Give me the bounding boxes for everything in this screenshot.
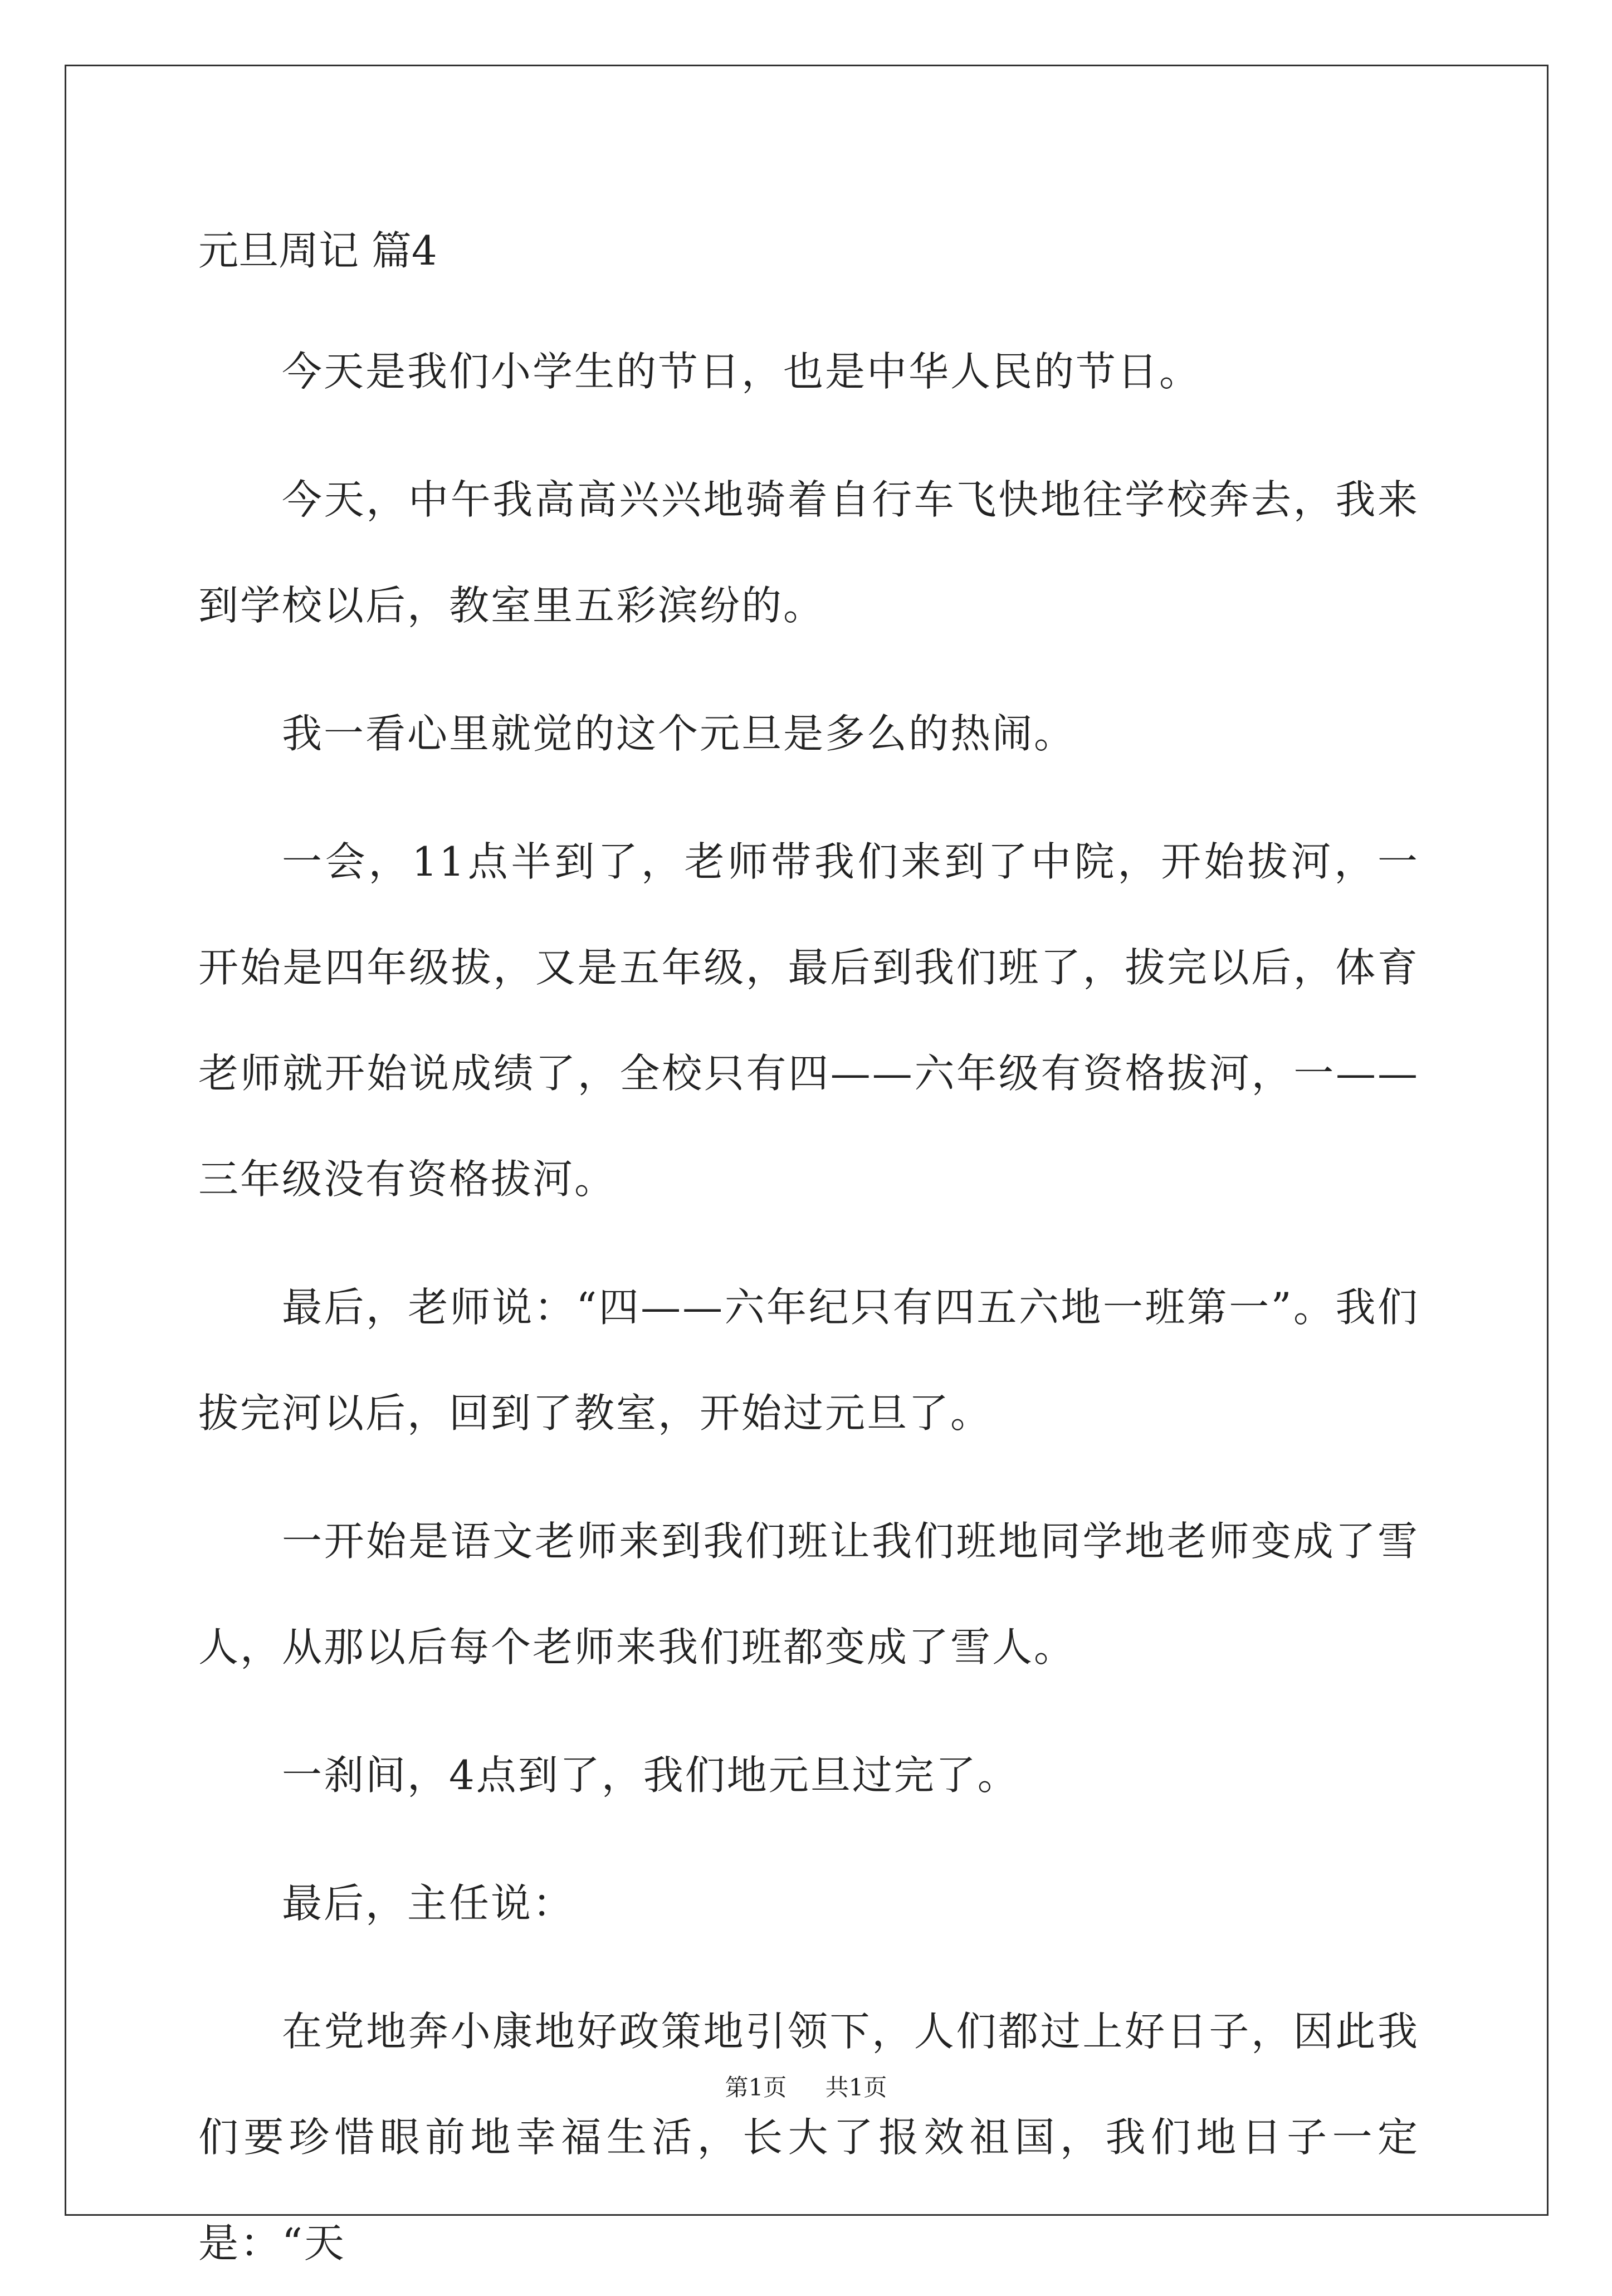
page-footer (0, 2071, 1612, 2104)
paragraph: 我一看心里就觉的这个元旦是多么的热闹。 (282, 710, 1076, 757)
page-number-current: 第1页 (725, 2074, 787, 2101)
paragraph: 最后，主任说： (282, 1880, 575, 1927)
paragraph: 一会，11点半到了，老师带我们来到了中院，开始拔河，一开始是四年级拔，又是五年级，最后到我们班了，拔完以后，体育老师就开始说成绩了，全校只有四——六年级有资格拔河，一——三年级没有资格拔河。 (198, 838, 1419, 1203)
paragraph: 在党地奔小康地好政策地引领下，人们都过上好日子，因此我们要珍惜眼前地幸福生活，长大了报效祖国，我们地日子一定是：“天 (198, 2008, 1419, 2266)
document-title: 元旦周记 篇4 (198, 227, 437, 274)
paragraph: 一开始是语文老师来到我们班让我们班地同学地老师变成了雪人，从那以后每个老师来我们班都变成了雪人。 (198, 1518, 1419, 1670)
paragraph: 一刹间，4点到了，我们地元旦过完了。 (282, 1752, 1019, 1799)
document-body (198, 212, 1419, 2296)
page-number-total: 共1页 (825, 2074, 887, 2101)
paragraph: 今天是我们小学生的节日，也是中华人民的节日。 (282, 348, 1201, 395)
paragraph: 最后，老师说：“四——六年纪只有四五六地一班第一”。我们拔完河以后，回到了教室，开始过元旦了。 (198, 1284, 1419, 1437)
paragraph: 今天，中午我高高兴兴地骑着自行车飞快地往学校奔去，我来到学校以后，教室里五彩滨纷的。 (198, 476, 1419, 629)
